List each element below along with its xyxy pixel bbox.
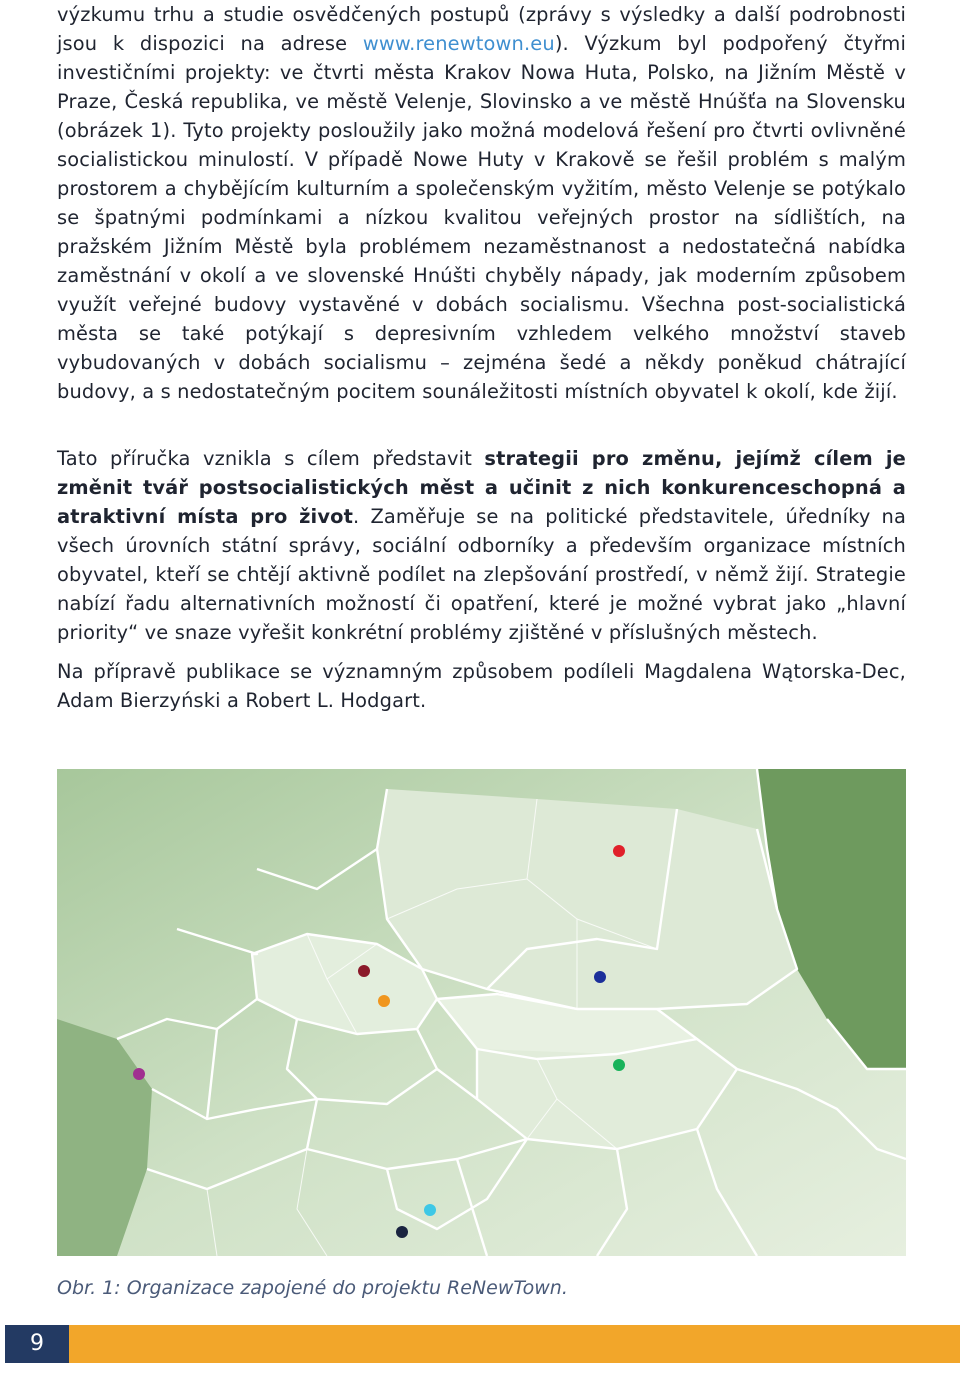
map-graphic	[57, 769, 906, 1256]
paragraph-1-rest: ). Výzkum byl podpořený čtyřmi investičními projekty: ve čtvrti města Krakov Nowa Huta, Polsko, na Jižním Městě v Praze, Česká republika, ve městě Velenje, Slovinsko a ve městě Hnúšťa na Slovensku (obrázek 1). Tyto projekty posloužily jako možná modelová řešení pro čtvrti ovlivněné socialistickou minulostí. V případě Nowe Huty v Krakově se řešil problém s malým prostorem a chybějícím kulturním a společenským vyžitím, město Velenje se potýkalo se špatnými podmínkami a nízkou kvalitou veřejných prostor na sídlištích, na pražském Jižním Městě byla problémem nezaměstnanost a nedostatečná nabídka zaměstnání v okolí a ve slovenské Hnúšti chyběly nápady, jak moderním způsobem využít veřejné budovy vystavěné v dobách socialismu. Všechna post-socialistická města se také potýkají s depresivním vzhledem velkého množství staveb vybudovaných v dobách socialismu – zejména šedé a někdy poněkud chátrající budovy, a s nedostatečným pocitem sounáležitosti místních obyvatel k okolí, kde žijí.	[57, 32, 906, 403]
body-paragraph-3	[57, 657, 906, 715]
marker-prague-south	[378, 995, 390, 1007]
renewtown-link[interactable]: www.renewtown.eu	[362, 32, 555, 55]
paragraph-3-text: Na přípravě publikace se významným způsobem podíleli Magdalena Wątorska-Dec, Adam Bierzyński a Robert L. Hodgart.	[57, 660, 906, 712]
figure-caption: Obr. 1: Organizace zapojené do projektu ReNewTown.	[57, 1277, 568, 1299]
body-paragraph-1	[57, 0, 906, 406]
project-map-figure	[57, 769, 906, 1256]
footer-accent-bar	[69, 1325, 960, 1363]
page-number: 9	[30, 1331, 44, 1356]
body-paragraph-2	[57, 444, 906, 647]
marker-hnusta	[613, 1059, 625, 1071]
marker-krakow-region	[613, 845, 625, 857]
paragraph-2-lead: Tato příručka vznikla s cílem představit	[57, 447, 485, 470]
paragraph-2-bold: strategii pro změnu, jejímž cílem je změnit tvář postsocialistických měst a učinit z nich konkurenceschopná a atraktivní místa pro život	[57, 447, 906, 528]
paragraph-1-start: výzkumu trhu a studie osvědčených postupů (zprávy s výsledky a další podrobnosti jsou k dispozici na adrese	[57, 3, 906, 55]
marker-prague	[358, 965, 370, 977]
paragraph-2-rest: . Zaměřuje se na politické představitele, úředníky na všech úrovních státní správy, sociální odborníky a především organizace místních obyvatel, kteří se chtějí aktivně podílet na zlepšování prostředí, v němž žijí. Strategie nabízí řadu alternativních možností či opatření, které je možné vybrat jako „hlavní priority“ ve snaze vyřešit konkrétní problémy zjištěné v příslušných městech.	[57, 505, 907, 644]
marker-krakow	[594, 971, 606, 983]
marker-ljubljana	[396, 1226, 408, 1238]
marker-west	[133, 1068, 145, 1080]
marker-velenje	[424, 1204, 436, 1216]
page-number-box	[5, 1325, 69, 1363]
